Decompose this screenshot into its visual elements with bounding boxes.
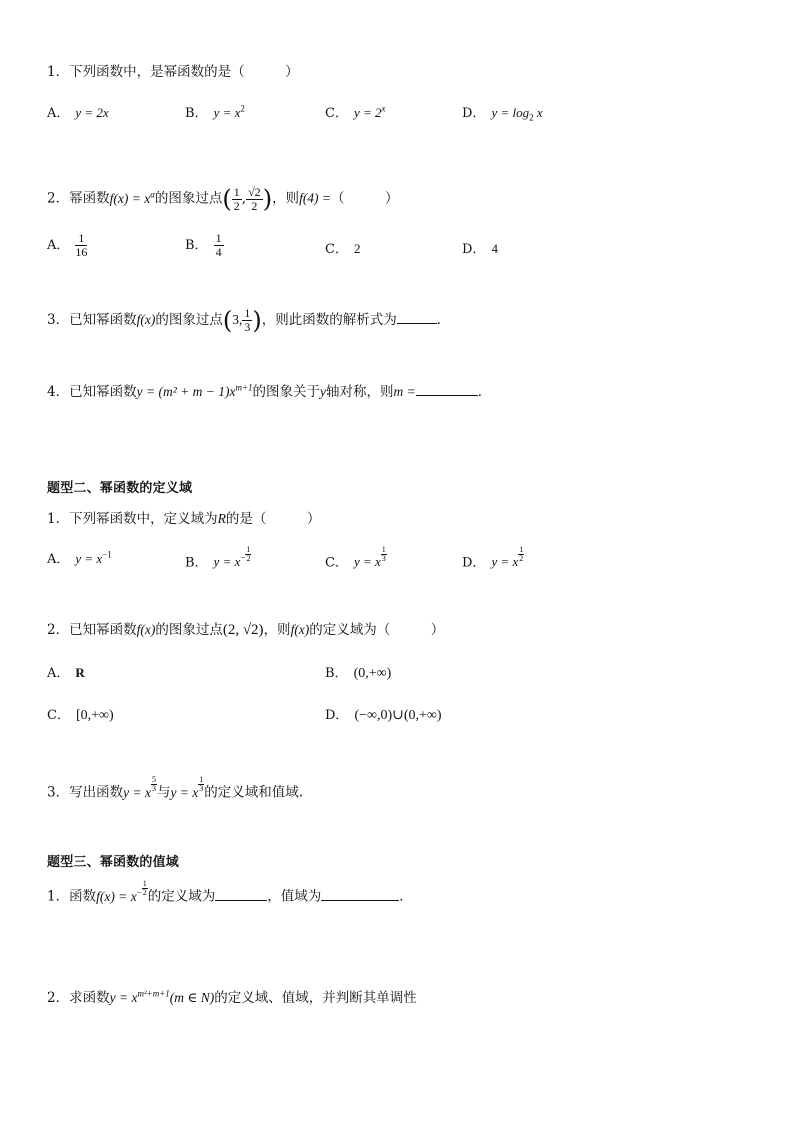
s2q3-function-1: y = x xyxy=(123,784,151,800)
q1-option-a xyxy=(47,102,109,121)
option-label: B． xyxy=(185,238,208,253)
s2q2-option-b xyxy=(325,662,391,682)
option-label: B． xyxy=(325,666,348,681)
option-label: D． xyxy=(462,242,486,257)
exponent: α xyxy=(150,189,155,199)
q3-end: ． xyxy=(436,312,451,328)
frac-denominator: 16 xyxy=(75,245,88,259)
option-expr: y = 2x xyxy=(75,105,109,120)
answer-blank-domain[interactable] xyxy=(215,888,267,901)
s3q1-function: f(x) = x xyxy=(96,888,137,904)
s3q2-prefix: 2．求函数 xyxy=(47,990,110,1006)
frac-numerator: 1 xyxy=(244,306,251,320)
option-label: C． xyxy=(325,106,348,121)
option-expr: y = log xyxy=(491,105,530,120)
s2q1-option-d xyxy=(462,546,524,570)
exp-denominator: 3 xyxy=(199,784,204,793)
frac-denominator: 2 xyxy=(233,198,240,213)
q2-function: f(x) = x xyxy=(109,190,151,206)
s2q3-suffix: 的定义域和值域. xyxy=(204,784,304,801)
option-label: B． xyxy=(185,106,208,121)
exp-numerator: 1 xyxy=(246,545,251,554)
s2q2-point: (2, √2) xyxy=(222,622,264,638)
s3-question-1-text xyxy=(47,880,413,905)
q2-option-a xyxy=(47,232,87,259)
s2q1-option-a xyxy=(47,548,112,567)
frac-denominator: 2 xyxy=(251,198,258,213)
option-expr: y = x xyxy=(353,554,381,570)
s2q1-option-b xyxy=(185,546,251,570)
exp-denominator: 2 xyxy=(246,554,251,563)
option-expr: 2 xyxy=(353,241,361,256)
q4-m: m = xyxy=(393,384,416,399)
q4-y-axis: y xyxy=(320,384,327,399)
option-expr: (−∞,0)∪(0,+∞) xyxy=(354,708,442,723)
q3-point-x: 3, xyxy=(232,312,243,327)
s2q2-function: f(x) xyxy=(136,622,156,637)
exp-denominator: 2 xyxy=(519,554,524,563)
q1-option-b xyxy=(185,102,245,121)
s2q2-suffix: 的定义域为（ ） xyxy=(309,622,445,638)
s2q3-prefix: 3．写出函数 xyxy=(47,784,124,801)
question-3-text: 3．已知幂函数f(x)的图象过点(3, $\frac{1}{3}$ )，则此函数的解析式为 ． xyxy=(47,306,451,335)
option-label: D． xyxy=(462,555,486,571)
option-label: A． xyxy=(47,106,70,121)
option-label: C． xyxy=(325,242,348,257)
question-2-text: 2．幂函数$f(x) = x^\alpha$的图象过点( $\frac{1}{2}$ , $\frac{√2}{2}$ )，则f(4) =（ ） xyxy=(47,184,399,213)
option-label: A． xyxy=(47,666,70,681)
q3-mid: 的图象过点 xyxy=(155,312,223,328)
option-expr: [0,+∞) xyxy=(75,708,114,723)
q2-option-c xyxy=(325,238,360,257)
option-expr: y = x xyxy=(491,554,519,570)
q2-option-b xyxy=(185,232,224,259)
frac-numerator: 1 xyxy=(233,184,240,199)
answer-blank[interactable] xyxy=(416,383,478,396)
exp-numerator: 5 xyxy=(151,775,156,784)
s2q1-suffix: 的是（ ） xyxy=(225,511,321,527)
q1-option-d xyxy=(462,102,543,123)
exp-numerator: 1 xyxy=(381,545,386,554)
option-label: B． xyxy=(185,555,208,571)
frac-numerator: 1 xyxy=(215,231,222,245)
exponent-sign: − xyxy=(240,553,246,563)
exp-denominator: 3 xyxy=(381,554,386,563)
frac-numerator: √2 xyxy=(248,184,261,199)
s2q1-option-c xyxy=(325,546,387,570)
s3q2-condition: (m ∈ N) xyxy=(169,990,215,1005)
q4-suffix: 轴对称，则 xyxy=(326,384,394,400)
option-label: D． xyxy=(325,708,349,723)
s2-question-1-text xyxy=(47,507,320,527)
s3q1-mid2: ，值域为 xyxy=(267,888,322,905)
option-label: C． xyxy=(325,555,348,571)
exponent: x xyxy=(381,103,386,114)
exponent: 2 xyxy=(240,103,245,114)
option-label: A． xyxy=(47,552,70,567)
s2q2-option-a xyxy=(47,662,85,681)
s2q2-option-d xyxy=(325,704,442,724)
s2-question-2-text xyxy=(47,618,444,639)
exp-numerator: 1 xyxy=(519,545,524,554)
option-expr: 4 xyxy=(491,241,498,256)
option-expr-tail: x xyxy=(533,105,543,120)
question-1-text: 1．下列函数中，是幂函数的是（ ） xyxy=(47,64,299,80)
option-expr: (0,+∞) xyxy=(353,666,392,681)
exp-numerator: 1 xyxy=(142,879,147,888)
q3-suffix: ，则此函数的解析式为 xyxy=(261,312,397,328)
exp-numerator: 1 xyxy=(199,775,204,784)
s2q3-and: 与 xyxy=(156,784,171,801)
q2-answer-paren: （ ） xyxy=(331,190,399,207)
option-label: A． xyxy=(47,238,70,253)
section-3-title: 题型三、幂函数的值域 xyxy=(47,855,180,870)
s2q2-then: ，则 xyxy=(263,622,291,638)
s2-question-3-text xyxy=(47,776,303,801)
q4-mid: 的图象关于 xyxy=(252,384,321,400)
s2q2-option-c xyxy=(47,704,114,724)
option-expr: y = x xyxy=(75,551,103,566)
option-expr: y = x xyxy=(213,554,241,570)
exp-denominator: 2 xyxy=(142,888,147,897)
frac-numerator: 1 xyxy=(75,232,87,246)
s2q2-function-2: f(x) xyxy=(290,622,310,637)
q4-prefix: 4．已知幂函数 xyxy=(47,384,137,400)
exponent: −1 xyxy=(102,549,112,560)
exponent-sign: − xyxy=(136,887,142,897)
s2q2-prefix: 2．已知幂函数 xyxy=(47,622,137,638)
subscript: 2 xyxy=(529,112,534,123)
q3-prefix: 3．已知幂函数 xyxy=(47,312,137,328)
frac-denominator: 3 xyxy=(244,320,251,334)
question-4-text xyxy=(47,380,491,400)
q2-f4: f(4) = xyxy=(299,190,332,206)
option-expr: R xyxy=(75,665,85,680)
option-expr: y = x xyxy=(213,105,241,120)
q1-option-c xyxy=(325,102,386,121)
q2-prefix: 2．幂函数 xyxy=(47,190,110,207)
q4-expression: y = (m² + m − 1)x xyxy=(136,384,236,399)
q2-then: ，则 xyxy=(272,190,300,207)
q4-end: ． xyxy=(477,384,492,400)
q2-option-d xyxy=(462,238,498,257)
option-expr: y = 2 xyxy=(353,105,382,120)
q2-mid: 的图象过点 xyxy=(154,190,223,207)
option-label: C． xyxy=(47,708,70,723)
s2q3-function-2: y = x xyxy=(170,784,199,800)
exponent: m+1 xyxy=(235,382,253,393)
exp-denominator: 3 xyxy=(151,784,156,793)
q3-function: f(x) xyxy=(136,312,156,327)
s3q1-end: ． xyxy=(399,888,413,905)
answer-blank[interactable] xyxy=(397,311,437,324)
s2q2-mid: 的图象过点 xyxy=(155,622,223,638)
s2q1-prefix: 1．下列幂函数中，定义域为 xyxy=(47,511,218,527)
answer-blank-range[interactable] xyxy=(321,888,399,901)
frac-denominator: 4 xyxy=(215,245,222,259)
option-label: D． xyxy=(462,106,486,121)
s3q2-expression: y = x xyxy=(109,990,138,1005)
s3q1-prefix: 1．函数 xyxy=(47,888,97,905)
s3-question-2-text xyxy=(47,986,417,1006)
exponent: m²+m+1 xyxy=(137,988,170,999)
section-2-title: 题型二、幂函数的定义域 xyxy=(47,481,193,496)
s2q1-r: R xyxy=(217,511,226,526)
s3q1-mid: 的定义域为 xyxy=(147,888,216,905)
s3q2-suffix: 的定义域、值域，并判断其单调性 xyxy=(214,990,417,1006)
